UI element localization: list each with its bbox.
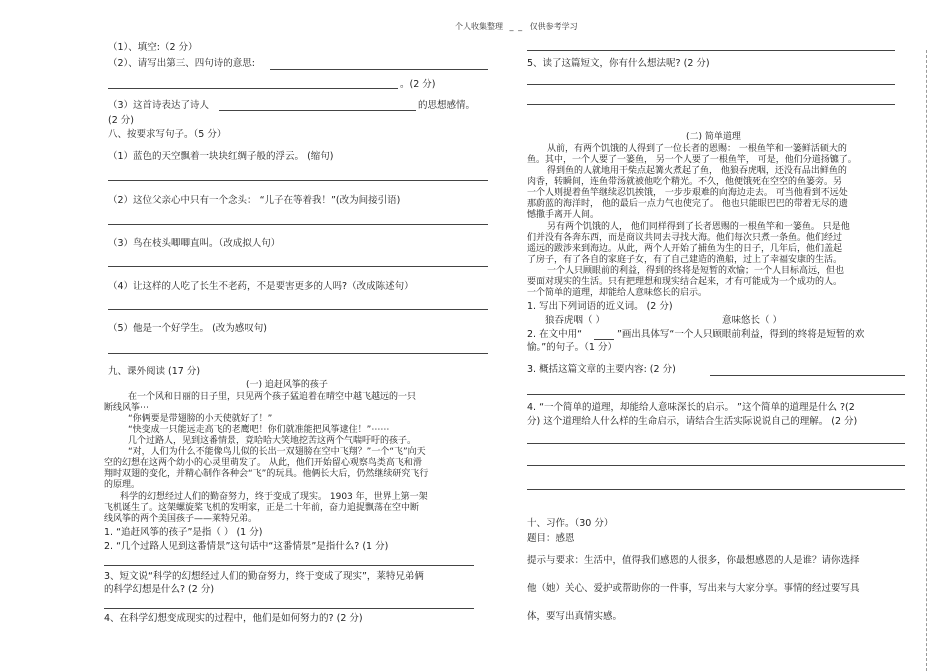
section-heading: 八、按要求写句子。（5 分） [108,129,227,140]
question-text: ”画出具体写“一个人只顾眼前利益，得到的终将是短暂的欢 [617,329,865,340]
question-text: （2）、请写出第三、四句诗的意思: [108,58,255,69]
passage-line: 一个人则提着鱼竿继续忍饥挨饿， 一步步艰难的向海边走去。 可当他看到不远处 [527,188,848,198]
passage-line: 了房子，有了各自的家庭子女，有了自己建造的渔船，过上了幸福安康的生活。 [527,255,843,265]
passage-line: 要面对现实的生活。只有把理想和现实结合起来，才有可能成为一个成功的人。 [527,277,843,287]
header-right: 仅供参考学习 [529,22,578,31]
section-heading: 九、课外阅读 (17 分) [108,366,201,377]
question-score: (2 分) [108,115,134,126]
passage-line: 那蔚蓝的海洋时， 他的最后一点力气也使完了。 他也只能眼巴巴的带着无尽的遗 [527,199,848,209]
answer-line [527,465,905,466]
underline-sample [594,339,614,340]
passage-line: 线风筝的两个美国孩子——莱特兄弟。 [104,514,258,524]
question-text: 3. 概括这篇文章的主要内容: (2 分) [527,364,676,375]
answer-line [270,69,488,70]
question-text: 2. 在文中用“ [527,329,583,340]
answer-line [710,375,905,376]
passage-line: 肉香，转瞬间，连鱼带汤就被他吃个精光。不久，他便饿死在空空的鱼篓旁。另 [527,177,843,187]
question-text: 1. “追赶风筝的孩子”是指（ ） (1 分) [104,527,263,538]
passage-line: 遥远的跋涉来到海边。从此，两个人开始了捕鱼为生的日子，几年后，他们盖起 [527,244,843,254]
answer-line [108,353,488,354]
question-text: 3、短文说“科学的幻想经过人们的勤奋努力，终于变成了现实”，莱特兄弟俩 [104,571,424,582]
passage-line: 飞机诞生了。这架螺旋桨飞机的发明家，正是二十年前，奋力追捉飘荡在空中断 [104,503,420,513]
passage-line: 一个简单的道理，却能给人意味悠长的启示。 [527,288,708,298]
answer-line [219,110,416,111]
passage-line: “你俩要是带翅膀的小天使就好了！” [128,414,273,424]
passage-line: 从前，有两个饥饿的人得到了一位长者的恩赐： 一根鱼竿和一篓鲜活硕大的 [547,144,847,154]
header-separator: _ _ [509,22,524,31]
passage-line: 断线风筝⋯ [104,403,150,413]
question-text: （2）这位父亲心中只有一个念头： “儿子在等着我！”(改为间接引语) [108,195,401,206]
passage-line: 科学的幻想经过人们的勤奋努力，终于变成了现实。 1903 年，世界上第一架 [120,492,428,502]
question-text: 狼吞虎咽（ ） [545,315,606,326]
section-heading: 十、习作。（30 分） [527,518,614,529]
passage-line: “对，人们为什么不能像鸟儿似的长出一双翅膀在空中飞翔？”一个“飞”向天 [128,447,426,457]
passage-line: 得到鱼的人就地用干柴点起篝火煮起了鱼， 他狼吞虎咽，还没有品出鲜鱼的 [547,166,847,176]
question-text: 1. 写出下列词语的近义词。 (2 分) [527,301,673,312]
question-text: 5、读了这篇短文，你有什么想法呢? (2 分) [527,58,710,69]
question-text: （4）让这样的人吃了长生不老药，不是要害更多的人吗?（改成陈述句） [108,281,414,292]
binding-dashed-line [926,50,927,671]
question-text: 的思想感情。 [418,100,476,111]
passage-line: 一个人只顾眼前的利益，得到的终将是短暂的欢愉；一个人目标高远，但也 [547,266,845,276]
answer-line [108,224,488,225]
passage-line: 们并没有各奔东西，而是商议共同去寻找大海。他们每次只煮一条鱼。他们经过 [527,233,843,243]
question-text: （5）他是一个好学生。 (改为感叹句) [108,323,267,334]
answer-line [527,443,905,444]
answer-line [108,309,488,310]
question-text: 分) 这个道理给人什么样的生命启示，请结合生活实际说说自己的理解。 (2 分) [527,416,858,427]
page-header [455,21,578,32]
question-text: 2. “几个过路人见到这番情景”这句话中“这番情景”是指什么? (1 分) [104,541,389,552]
essay-topic: 题目：感恩 [527,533,575,544]
question-text: 的科学幻想是什么? (2 分) [104,584,215,595]
answer-line [104,565,474,566]
question-text: （3）鸟在枝头唧唧直叫。（改成拟人句） [108,238,281,249]
passage-line: “快变成一只能远走高飞的老鹰吧！你们就准能把风筝逮住！”⋯⋯ [128,425,390,435]
passage-line: 鱼。其中，一个人要了一篓鱼， 另一个人要了一根鱼竿， 可是，他们分道扬镳了。 [527,155,857,165]
question-text: 愉。”的句子。（1 分） [527,342,617,353]
question-text: 4. “一个简单的道理，却能给人意味深长的启示。 ”这个简单的道理是什么 ?(2 [527,402,855,413]
question-text: （1）蓝色的天空飘着一块块红绸子般的浮云。 (缩句) [108,151,334,162]
question-text: 4、在科学幻想变成现实的过程中，他们是如何努力的? (2 分) [104,613,363,624]
passage-title: (二) 简单道理 [686,132,741,142]
question-text: 意味悠长（ ） [722,315,783,326]
answer-line [108,88,398,89]
answer-line [104,608,474,609]
passage-line: 另有两个饥饿的人， 他们同样得到了长者恩赐的一根鱼竿和一篓鱼。 只是他 [547,222,850,232]
passage-line: 空的幻想在这两个幼小的心灵里萌发了。 从此，他们开始留心观察鸟类高飞和滑 [104,458,422,468]
question-text: （1）、填空:（2 分） [108,42,198,53]
essay-requirement: 他（她）关心、爱护或帮助你的一件事，写出来与大家分享。事情的经过要写具 [527,583,860,594]
header-left: 个人收集整理 [455,22,503,31]
passage-title: (一) 追赶风筝的孩子 [246,380,328,390]
answer-line [527,104,895,105]
answer-line [108,266,488,267]
question-score: 。(2 分) [400,79,436,90]
passage-line: 的原理。 [104,480,141,490]
essay-requirement: 提示与要求：生活中，值得我们感恩的人很多，你最想感恩的人是谁？请你选择 [527,555,860,566]
passage-line: 在一个风和日丽的日子里，只见两个孩子猛追着在晴空中越飞越远的一只 [128,392,417,402]
question-text: （3）这首诗表达了诗人 [108,100,210,111]
passage-line: 翔时双翅的变化，并精心制作各种会“飞”的玩具。他俩长大后，仍然继续研究飞行 [104,469,429,479]
answer-line [527,489,905,490]
answer-line [527,84,895,85]
passage-line: 几个过路人，见到这番情景，竟哈哈大笑地挖苦这两个气喘吁吁的孩子。 [128,436,417,446]
answer-line [108,180,488,181]
answer-line [527,394,905,395]
essay-requirement: 体，要写出真情实感。 [527,611,623,622]
answer-line [527,50,895,51]
passage-line: 憾撒手离开人间。 [527,210,600,220]
